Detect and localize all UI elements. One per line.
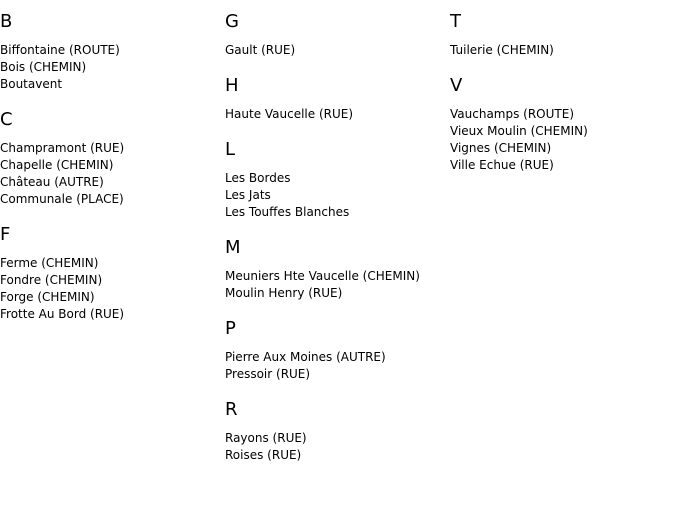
street-list xyxy=(0,42,220,93)
section-l xyxy=(225,139,445,221)
street-item[interactable]: Pressoir (RUE) xyxy=(225,367,311,381)
section-v xyxy=(450,75,670,174)
street-item[interactable]: Frotte Au Bord (RUE) xyxy=(0,307,125,321)
street-item[interactable]: Boutavent xyxy=(0,77,63,91)
section-letter: M xyxy=(225,237,241,258)
section-c xyxy=(0,109,220,208)
section-t xyxy=(450,11,670,59)
street-item[interactable]: Fondre (CHEMIN) xyxy=(0,273,103,287)
section-letter: H xyxy=(225,75,239,96)
index-column-3 xyxy=(450,0,670,174)
section-letter: L xyxy=(225,139,236,160)
street-item[interactable]: Forge (CHEMIN) xyxy=(0,290,95,304)
street-item[interactable]: Chapelle (CHEMIN) xyxy=(0,158,114,172)
section-letter: T xyxy=(450,11,461,32)
street-item[interactable]: Ville Echue (RUE) xyxy=(450,158,554,172)
section-r xyxy=(225,399,445,464)
street-item[interactable]: Vieux Moulin (CHEMIN) xyxy=(450,124,588,138)
street-item[interactable]: Vauchamps (ROUTE) xyxy=(450,107,575,121)
street-list xyxy=(0,255,220,323)
section-b xyxy=(0,11,220,93)
street-item[interactable]: Vignes (CHEMIN) xyxy=(450,141,552,155)
street-item[interactable]: Ferme (CHEMIN) xyxy=(0,256,99,270)
section-letter: R xyxy=(225,399,238,420)
street-item[interactable]: Moulin Henry (RUE) xyxy=(225,286,343,300)
section-h xyxy=(225,75,445,123)
street-list xyxy=(450,42,670,59)
street-list xyxy=(0,140,220,208)
street-item[interactable]: Communale (PLACE) xyxy=(0,192,124,206)
section-p xyxy=(225,318,445,383)
street-item[interactable]: Les Touffes Blanches xyxy=(225,205,350,219)
street-item[interactable]: Biffontaine (ROUTE) xyxy=(0,43,120,57)
street-list xyxy=(450,106,670,174)
section-letter: C xyxy=(0,109,13,130)
section-g xyxy=(225,11,445,59)
index-column-2 xyxy=(225,0,445,464)
street-item[interactable]: Roises (RUE) xyxy=(225,448,302,462)
street-list xyxy=(225,106,445,123)
section-letter: P xyxy=(225,318,236,339)
street-item[interactable]: Gault (RUE) xyxy=(225,43,296,57)
section-m xyxy=(225,237,445,302)
street-item[interactable]: Pierre Aux Moines (AUTRE) xyxy=(225,350,386,364)
street-item[interactable]: Les Jats xyxy=(225,188,271,202)
section-letter: V xyxy=(450,75,463,96)
street-item[interactable]: Haute Vaucelle (RUE) xyxy=(225,107,354,121)
street-item[interactable]: Tuilerie (CHEMIN) xyxy=(450,43,554,57)
section-letter: F xyxy=(0,224,11,245)
street-list xyxy=(225,349,445,383)
index-column-1 xyxy=(0,0,220,323)
street-item[interactable]: Château (AUTRE) xyxy=(0,175,104,189)
street-list xyxy=(225,170,445,221)
street-item[interactable]: Rayons (RUE) xyxy=(225,431,307,445)
street-item[interactable]: Bois (CHEMIN) xyxy=(0,60,87,74)
street-list xyxy=(225,42,445,59)
section-letter: G xyxy=(225,11,239,32)
section-f xyxy=(0,224,220,323)
street-list xyxy=(225,268,445,302)
street-item[interactable]: Champramont (RUE) xyxy=(0,141,125,155)
street-item[interactable]: Meuniers Hte Vaucelle (CHEMIN) xyxy=(225,269,420,283)
section-letter: B xyxy=(0,11,13,32)
street-list xyxy=(225,430,445,464)
street-item[interactable]: Les Bordes xyxy=(225,171,291,185)
